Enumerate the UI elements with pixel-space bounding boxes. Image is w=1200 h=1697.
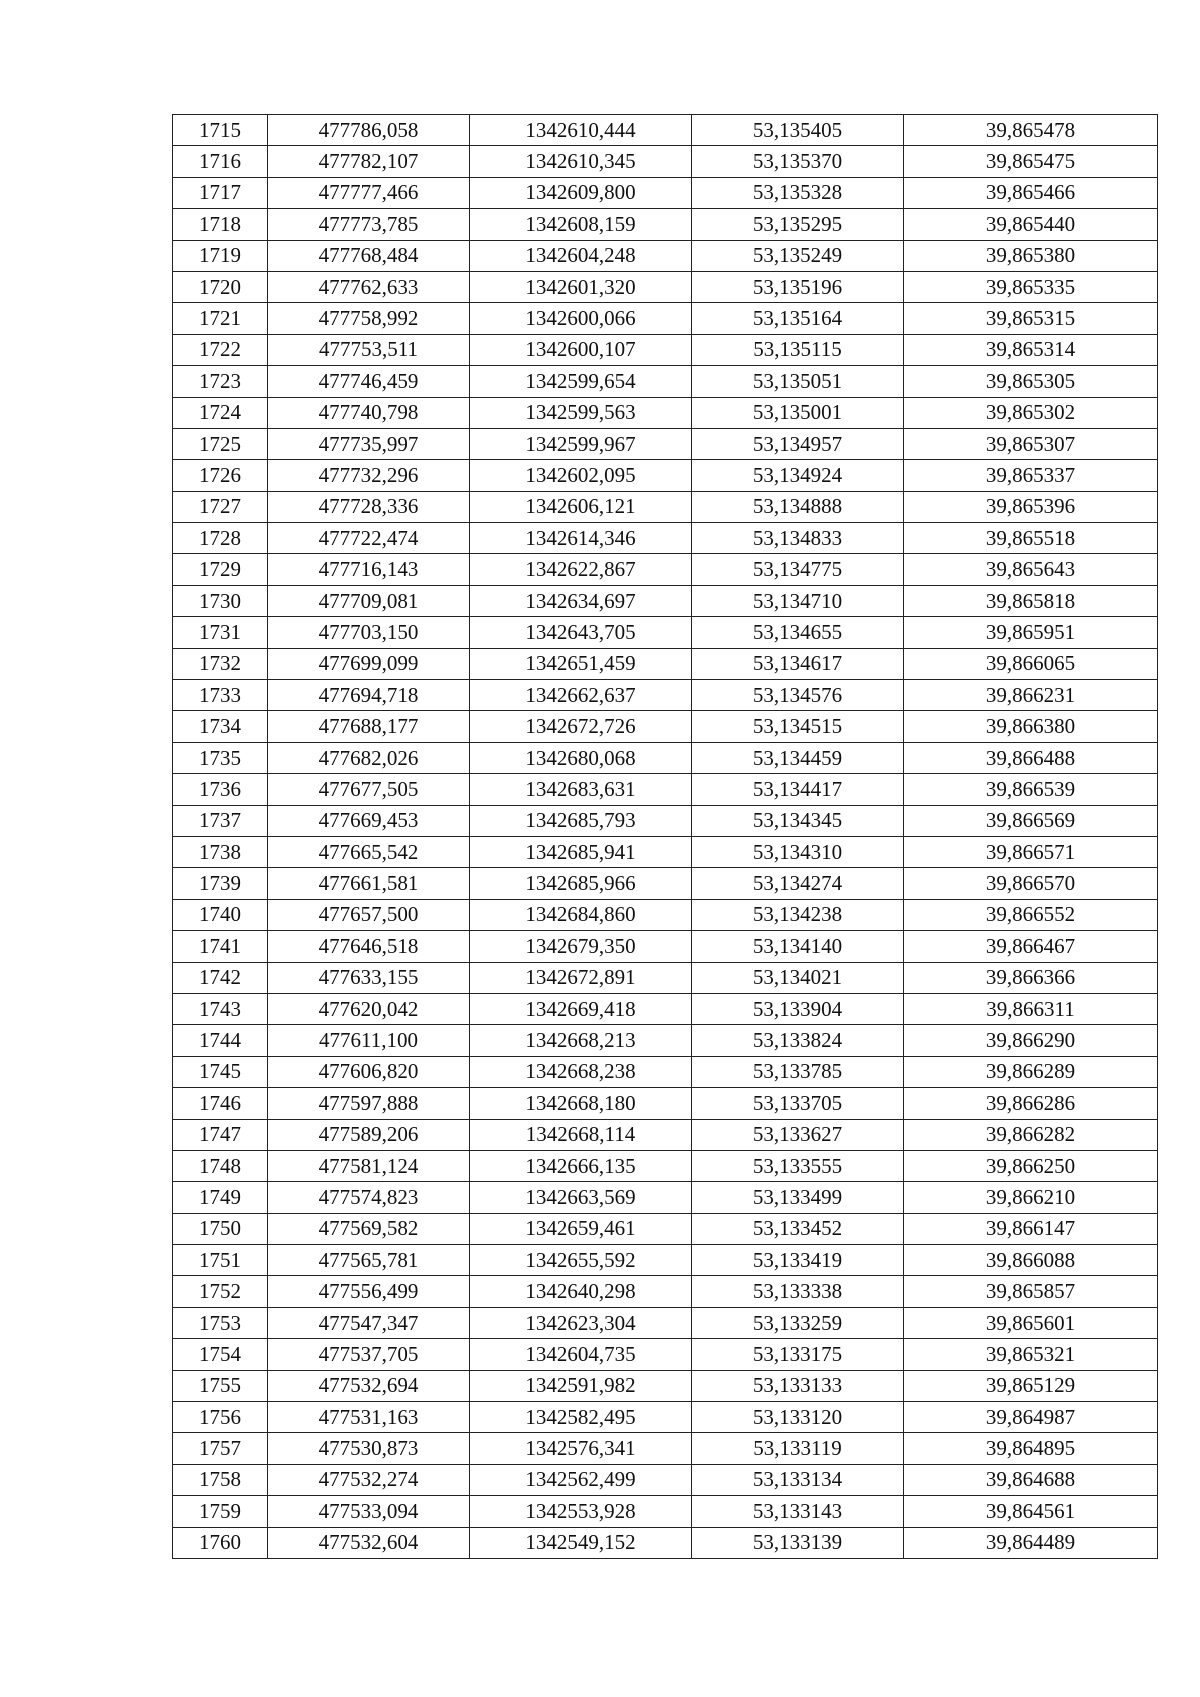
latitude-cell: 53,133133 <box>692 1370 904 1401</box>
table-row <box>173 554 1158 585</box>
point-number-cell: 1719 <box>173 240 268 271</box>
table-row <box>173 303 1158 334</box>
point-number-cell: 1755 <box>173 1370 268 1401</box>
latitude-cell: 53,135249 <box>692 240 904 271</box>
point-number-cell: 1742 <box>173 962 268 993</box>
latitude-cell: 53,135405 <box>692 115 904 146</box>
longitude-cell: 39,866147 <box>904 1213 1158 1244</box>
longitude-cell: 39,866289 <box>904 1056 1158 1087</box>
latitude-cell: 53,134459 <box>692 742 904 773</box>
latitude-cell: 53,135328 <box>692 177 904 208</box>
x-coordinate-cell: 477530,873 <box>268 1433 470 1464</box>
table-row <box>173 1150 1158 1181</box>
longitude-cell: 39,866088 <box>904 1245 1158 1276</box>
point-number-cell: 1750 <box>173 1213 268 1244</box>
y-coordinate-cell: 1342672,726 <box>470 711 692 742</box>
y-coordinate-cell: 1342562,499 <box>470 1464 692 1495</box>
x-coordinate-cell: 477722,474 <box>268 523 470 554</box>
y-coordinate-cell: 1342549,152 <box>470 1527 692 1558</box>
point-number-cell: 1716 <box>173 146 268 177</box>
longitude-cell: 39,866290 <box>904 1025 1158 1056</box>
point-number-cell: 1721 <box>173 303 268 334</box>
longitude-cell: 39,866210 <box>904 1182 1158 1213</box>
longitude-cell: 39,865321 <box>904 1339 1158 1370</box>
point-number-cell: 1732 <box>173 648 268 679</box>
latitude-cell: 53,135001 <box>692 397 904 428</box>
y-coordinate-cell: 1342604,735 <box>470 1339 692 1370</box>
y-coordinate-cell: 1342591,982 <box>470 1370 692 1401</box>
y-coordinate-cell: 1342685,941 <box>470 836 692 867</box>
x-coordinate-cell: 477611,100 <box>268 1025 470 1056</box>
longitude-cell: 39,866065 <box>904 648 1158 679</box>
point-number-cell: 1741 <box>173 931 268 962</box>
table-row <box>173 1245 1158 1276</box>
longitude-cell: 39,866250 <box>904 1150 1158 1181</box>
table-row <box>173 742 1158 773</box>
latitude-cell: 53,133119 <box>692 1433 904 1464</box>
x-coordinate-cell: 477682,026 <box>268 742 470 773</box>
table-row <box>173 1213 1158 1244</box>
x-coordinate-cell: 477661,581 <box>268 868 470 899</box>
x-coordinate-cell: 477782,107 <box>268 146 470 177</box>
point-number-cell: 1728 <box>173 523 268 554</box>
table-row <box>173 931 1158 962</box>
table-row <box>173 868 1158 899</box>
latitude-cell: 53,134957 <box>692 428 904 459</box>
longitude-cell: 39,865466 <box>904 177 1158 208</box>
table-row <box>173 397 1158 428</box>
y-coordinate-cell: 1342680,068 <box>470 742 692 773</box>
point-number-cell: 1725 <box>173 428 268 459</box>
latitude-cell: 53,133419 <box>692 1245 904 1276</box>
y-coordinate-cell: 1342643,705 <box>470 617 692 648</box>
point-number-cell: 1753 <box>173 1307 268 1338</box>
point-number-cell: 1726 <box>173 460 268 491</box>
x-coordinate-cell: 477694,718 <box>268 680 470 711</box>
y-coordinate-cell: 1342614,346 <box>470 523 692 554</box>
table-row <box>173 899 1158 930</box>
latitude-cell: 53,135295 <box>692 209 904 240</box>
point-number-cell: 1724 <box>173 397 268 428</box>
longitude-cell: 39,865335 <box>904 271 1158 302</box>
point-number-cell: 1739 <box>173 868 268 899</box>
point-number-cell: 1730 <box>173 585 268 616</box>
latitude-cell: 53,133139 <box>692 1527 904 1558</box>
longitude-cell: 39,866286 <box>904 1088 1158 1119</box>
table-row <box>173 962 1158 993</box>
point-number-cell: 1745 <box>173 1056 268 1087</box>
point-number-cell: 1759 <box>173 1496 268 1527</box>
y-coordinate-cell: 1342668,180 <box>470 1088 692 1119</box>
longitude-cell: 39,864561 <box>904 1496 1158 1527</box>
x-coordinate-cell: 477753,511 <box>268 334 470 365</box>
table-row <box>173 366 1158 397</box>
y-coordinate-cell: 1342553,928 <box>470 1496 692 1527</box>
latitude-cell: 53,135164 <box>692 303 904 334</box>
longitude-cell: 39,865307 <box>904 428 1158 459</box>
table-row <box>173 585 1158 616</box>
y-coordinate-cell: 1342606,121 <box>470 491 692 522</box>
y-coordinate-cell: 1342655,592 <box>470 1245 692 1276</box>
point-number-cell: 1744 <box>173 1025 268 1056</box>
table-row <box>173 271 1158 302</box>
table-row <box>173 240 1158 271</box>
longitude-cell: 39,865601 <box>904 1307 1158 1338</box>
longitude-cell: 39,865857 <box>904 1276 1158 1307</box>
point-number-cell: 1729 <box>173 554 268 585</box>
x-coordinate-cell: 477786,058 <box>268 115 470 146</box>
x-coordinate-cell: 477531,163 <box>268 1402 470 1433</box>
point-number-cell: 1736 <box>173 774 268 805</box>
point-number-cell: 1756 <box>173 1402 268 1433</box>
table-row <box>173 1088 1158 1119</box>
table-row <box>173 491 1158 522</box>
latitude-cell: 53,133627 <box>692 1119 904 1150</box>
latitude-cell: 53,135115 <box>692 334 904 365</box>
latitude-cell: 53,134655 <box>692 617 904 648</box>
x-coordinate-cell: 477758,992 <box>268 303 470 334</box>
latitude-cell: 53,133452 <box>692 1213 904 1244</box>
x-coordinate-cell: 477677,505 <box>268 774 470 805</box>
y-coordinate-cell: 1342662,637 <box>470 680 692 711</box>
longitude-cell: 39,865314 <box>904 334 1158 365</box>
longitude-cell: 39,866467 <box>904 931 1158 962</box>
latitude-cell: 53,135196 <box>692 271 904 302</box>
point-number-cell: 1737 <box>173 805 268 836</box>
point-number-cell: 1727 <box>173 491 268 522</box>
longitude-cell: 39,866570 <box>904 868 1158 899</box>
longitude-cell: 39,866539 <box>904 774 1158 805</box>
table-row <box>173 115 1158 146</box>
x-coordinate-cell: 477646,518 <box>268 931 470 962</box>
table-row <box>173 680 1158 711</box>
point-number-cell: 1731 <box>173 617 268 648</box>
latitude-cell: 53,133499 <box>692 1182 904 1213</box>
longitude-cell: 39,865305 <box>904 366 1158 397</box>
y-coordinate-cell: 1342600,066 <box>470 303 692 334</box>
y-coordinate-cell: 1342668,213 <box>470 1025 692 1056</box>
latitude-cell: 53,134833 <box>692 523 904 554</box>
y-coordinate-cell: 1342576,341 <box>470 1433 692 1464</box>
latitude-cell: 53,134617 <box>692 648 904 679</box>
point-number-cell: 1715 <box>173 115 268 146</box>
latitude-cell: 53,133120 <box>692 1402 904 1433</box>
x-coordinate-cell: 477532,604 <box>268 1527 470 1558</box>
y-coordinate-cell: 1342599,563 <box>470 397 692 428</box>
table-row <box>173 1496 1158 1527</box>
latitude-cell: 53,134238 <box>692 899 904 930</box>
x-coordinate-cell: 477556,499 <box>268 1276 470 1307</box>
longitude-cell: 39,865337 <box>904 460 1158 491</box>
x-coordinate-cell: 477746,459 <box>268 366 470 397</box>
point-number-cell: 1754 <box>173 1339 268 1370</box>
y-coordinate-cell: 1342668,114 <box>470 1119 692 1150</box>
point-number-cell: 1738 <box>173 836 268 867</box>
table-row <box>173 1402 1158 1433</box>
latitude-cell: 53,134515 <box>692 711 904 742</box>
x-coordinate-cell: 477728,336 <box>268 491 470 522</box>
longitude-cell: 39,866311 <box>904 993 1158 1024</box>
table-row <box>173 428 1158 459</box>
table-row <box>173 993 1158 1024</box>
latitude-cell: 53,133785 <box>692 1056 904 1087</box>
x-coordinate-cell: 477735,997 <box>268 428 470 459</box>
x-coordinate-cell: 477547,347 <box>268 1307 470 1338</box>
table-row <box>173 209 1158 240</box>
table-row <box>173 648 1158 679</box>
table-row <box>173 1527 1158 1558</box>
latitude-cell: 53,133175 <box>692 1339 904 1370</box>
latitude-cell: 53,133824 <box>692 1025 904 1056</box>
point-number-cell: 1740 <box>173 899 268 930</box>
x-coordinate-cell: 477688,177 <box>268 711 470 742</box>
y-coordinate-cell: 1342610,345 <box>470 146 692 177</box>
table-row <box>173 146 1158 177</box>
y-coordinate-cell: 1342659,461 <box>470 1213 692 1244</box>
longitude-cell: 39,864987 <box>904 1402 1158 1433</box>
point-number-cell: 1718 <box>173 209 268 240</box>
longitude-cell: 39,864489 <box>904 1527 1158 1558</box>
table-row <box>173 617 1158 648</box>
latitude-cell: 53,133143 <box>692 1496 904 1527</box>
x-coordinate-cell: 477740,798 <box>268 397 470 428</box>
point-number-cell: 1733 <box>173 680 268 711</box>
x-coordinate-cell: 477699,099 <box>268 648 470 679</box>
latitude-cell: 53,134310 <box>692 836 904 867</box>
table-row <box>173 1119 1158 1150</box>
x-coordinate-cell: 477532,274 <box>268 1464 470 1495</box>
x-coordinate-cell: 477716,143 <box>268 554 470 585</box>
latitude-cell: 53,133555 <box>692 1150 904 1181</box>
point-number-cell: 1752 <box>173 1276 268 1307</box>
point-number-cell: 1757 <box>173 1433 268 1464</box>
x-coordinate-cell: 477777,466 <box>268 177 470 208</box>
point-number-cell: 1717 <box>173 177 268 208</box>
y-coordinate-cell: 1342608,159 <box>470 209 692 240</box>
longitude-cell: 39,865518 <box>904 523 1158 554</box>
y-coordinate-cell: 1342610,444 <box>470 115 692 146</box>
longitude-cell: 39,866488 <box>904 742 1158 773</box>
point-number-cell: 1722 <box>173 334 268 365</box>
x-coordinate-cell: 477768,484 <box>268 240 470 271</box>
point-number-cell: 1743 <box>173 993 268 1024</box>
x-coordinate-cell: 477657,500 <box>268 899 470 930</box>
table-row <box>173 1370 1158 1401</box>
y-coordinate-cell: 1342666,135 <box>470 1150 692 1181</box>
y-coordinate-cell: 1342609,800 <box>470 177 692 208</box>
latitude-cell: 53,133705 <box>692 1088 904 1119</box>
table-row <box>173 1056 1158 1087</box>
coordinates-table-body <box>173 115 1158 1559</box>
table-row <box>173 334 1158 365</box>
x-coordinate-cell: 477762,633 <box>268 271 470 302</box>
x-coordinate-cell: 477709,081 <box>268 585 470 616</box>
latitude-cell: 53,134417 <box>692 774 904 805</box>
y-coordinate-cell: 1342669,418 <box>470 993 692 1024</box>
longitude-cell: 39,865478 <box>904 115 1158 146</box>
y-coordinate-cell: 1342668,238 <box>470 1056 692 1087</box>
longitude-cell: 39,865380 <box>904 240 1158 271</box>
table-row <box>173 523 1158 554</box>
x-coordinate-cell: 477565,781 <box>268 1245 470 1276</box>
x-coordinate-cell: 477569,582 <box>268 1213 470 1244</box>
y-coordinate-cell: 1342582,495 <box>470 1402 692 1433</box>
longitude-cell: 39,865643 <box>904 554 1158 585</box>
point-number-cell: 1735 <box>173 742 268 773</box>
x-coordinate-cell: 477532,694 <box>268 1370 470 1401</box>
longitude-cell: 39,865396 <box>904 491 1158 522</box>
latitude-cell: 53,133259 <box>692 1307 904 1338</box>
longitude-cell: 39,865475 <box>904 146 1158 177</box>
latitude-cell: 53,134274 <box>692 868 904 899</box>
coordinates-table <box>172 114 1158 1559</box>
longitude-cell: 39,866569 <box>904 805 1158 836</box>
y-coordinate-cell: 1342634,697 <box>470 585 692 616</box>
longitude-cell: 39,865440 <box>904 209 1158 240</box>
latitude-cell: 53,133134 <box>692 1464 904 1495</box>
longitude-cell: 39,864688 <box>904 1464 1158 1495</box>
x-coordinate-cell: 477533,094 <box>268 1496 470 1527</box>
point-number-cell: 1748 <box>173 1150 268 1181</box>
y-coordinate-cell: 1342600,107 <box>470 334 692 365</box>
y-coordinate-cell: 1342685,793 <box>470 805 692 836</box>
table-row <box>173 1182 1158 1213</box>
y-coordinate-cell: 1342599,967 <box>470 428 692 459</box>
longitude-cell: 39,865315 <box>904 303 1158 334</box>
table-row <box>173 836 1158 867</box>
latitude-cell: 53,134888 <box>692 491 904 522</box>
table-row <box>173 1433 1158 1464</box>
latitude-cell: 53,134576 <box>692 680 904 711</box>
table-row <box>173 1276 1158 1307</box>
longitude-cell: 39,865818 <box>904 585 1158 616</box>
table-row <box>173 1025 1158 1056</box>
table-row <box>173 1307 1158 1338</box>
y-coordinate-cell: 1342622,867 <box>470 554 692 585</box>
x-coordinate-cell: 477669,453 <box>268 805 470 836</box>
y-coordinate-cell: 1342685,966 <box>470 868 692 899</box>
table-row <box>173 805 1158 836</box>
x-coordinate-cell: 477732,296 <box>268 460 470 491</box>
latitude-cell: 53,133338 <box>692 1276 904 1307</box>
longitude-cell: 39,865302 <box>904 397 1158 428</box>
y-coordinate-cell: 1342623,304 <box>470 1307 692 1338</box>
latitude-cell: 53,135051 <box>692 366 904 397</box>
table-row <box>173 1464 1158 1495</box>
latitude-cell: 53,134140 <box>692 931 904 962</box>
latitude-cell: 53,134021 <box>692 962 904 993</box>
table-row <box>173 460 1158 491</box>
point-number-cell: 1723 <box>173 366 268 397</box>
longitude-cell: 39,865129 <box>904 1370 1158 1401</box>
longitude-cell: 39,866380 <box>904 711 1158 742</box>
x-coordinate-cell: 477597,888 <box>268 1088 470 1119</box>
x-coordinate-cell: 477574,823 <box>268 1182 470 1213</box>
longitude-cell: 39,866571 <box>904 836 1158 867</box>
y-coordinate-cell: 1342672,891 <box>470 962 692 993</box>
latitude-cell: 53,135370 <box>692 146 904 177</box>
latitude-cell: 53,134924 <box>692 460 904 491</box>
point-number-cell: 1720 <box>173 271 268 302</box>
x-coordinate-cell: 477633,155 <box>268 962 470 993</box>
x-coordinate-cell: 477589,206 <box>268 1119 470 1150</box>
x-coordinate-cell: 477606,820 <box>268 1056 470 1087</box>
y-coordinate-cell: 1342640,298 <box>470 1276 692 1307</box>
longitude-cell: 39,866552 <box>904 899 1158 930</box>
table-row <box>173 711 1158 742</box>
latitude-cell: 53,133904 <box>692 993 904 1024</box>
point-number-cell: 1751 <box>173 1245 268 1276</box>
y-coordinate-cell: 1342602,095 <box>470 460 692 491</box>
point-number-cell: 1734 <box>173 711 268 742</box>
longitude-cell: 39,866231 <box>904 680 1158 711</box>
point-number-cell: 1749 <box>173 1182 268 1213</box>
point-number-cell: 1758 <box>173 1464 268 1495</box>
y-coordinate-cell: 1342684,860 <box>470 899 692 930</box>
point-number-cell: 1760 <box>173 1527 268 1558</box>
x-coordinate-cell: 477537,705 <box>268 1339 470 1370</box>
point-number-cell: 1747 <box>173 1119 268 1150</box>
x-coordinate-cell: 477703,150 <box>268 617 470 648</box>
point-number-cell: 1746 <box>173 1088 268 1119</box>
table-row <box>173 1339 1158 1370</box>
x-coordinate-cell: 477773,785 <box>268 209 470 240</box>
longitude-cell: 39,865951 <box>904 617 1158 648</box>
latitude-cell: 53,134775 <box>692 554 904 585</box>
latitude-cell: 53,134710 <box>692 585 904 616</box>
longitude-cell: 39,864895 <box>904 1433 1158 1464</box>
table-row <box>173 177 1158 208</box>
longitude-cell: 39,866282 <box>904 1119 1158 1150</box>
table-row <box>173 774 1158 805</box>
y-coordinate-cell: 1342683,631 <box>470 774 692 805</box>
y-coordinate-cell: 1342663,569 <box>470 1182 692 1213</box>
y-coordinate-cell: 1342599,654 <box>470 366 692 397</box>
y-coordinate-cell: 1342679,350 <box>470 931 692 962</box>
y-coordinate-cell: 1342604,248 <box>470 240 692 271</box>
x-coordinate-cell: 477620,042 <box>268 993 470 1024</box>
latitude-cell: 53,134345 <box>692 805 904 836</box>
y-coordinate-cell: 1342651,459 <box>470 648 692 679</box>
x-coordinate-cell: 477665,542 <box>268 836 470 867</box>
y-coordinate-cell: 1342601,320 <box>470 271 692 302</box>
x-coordinate-cell: 477581,124 <box>268 1150 470 1181</box>
longitude-cell: 39,866366 <box>904 962 1158 993</box>
